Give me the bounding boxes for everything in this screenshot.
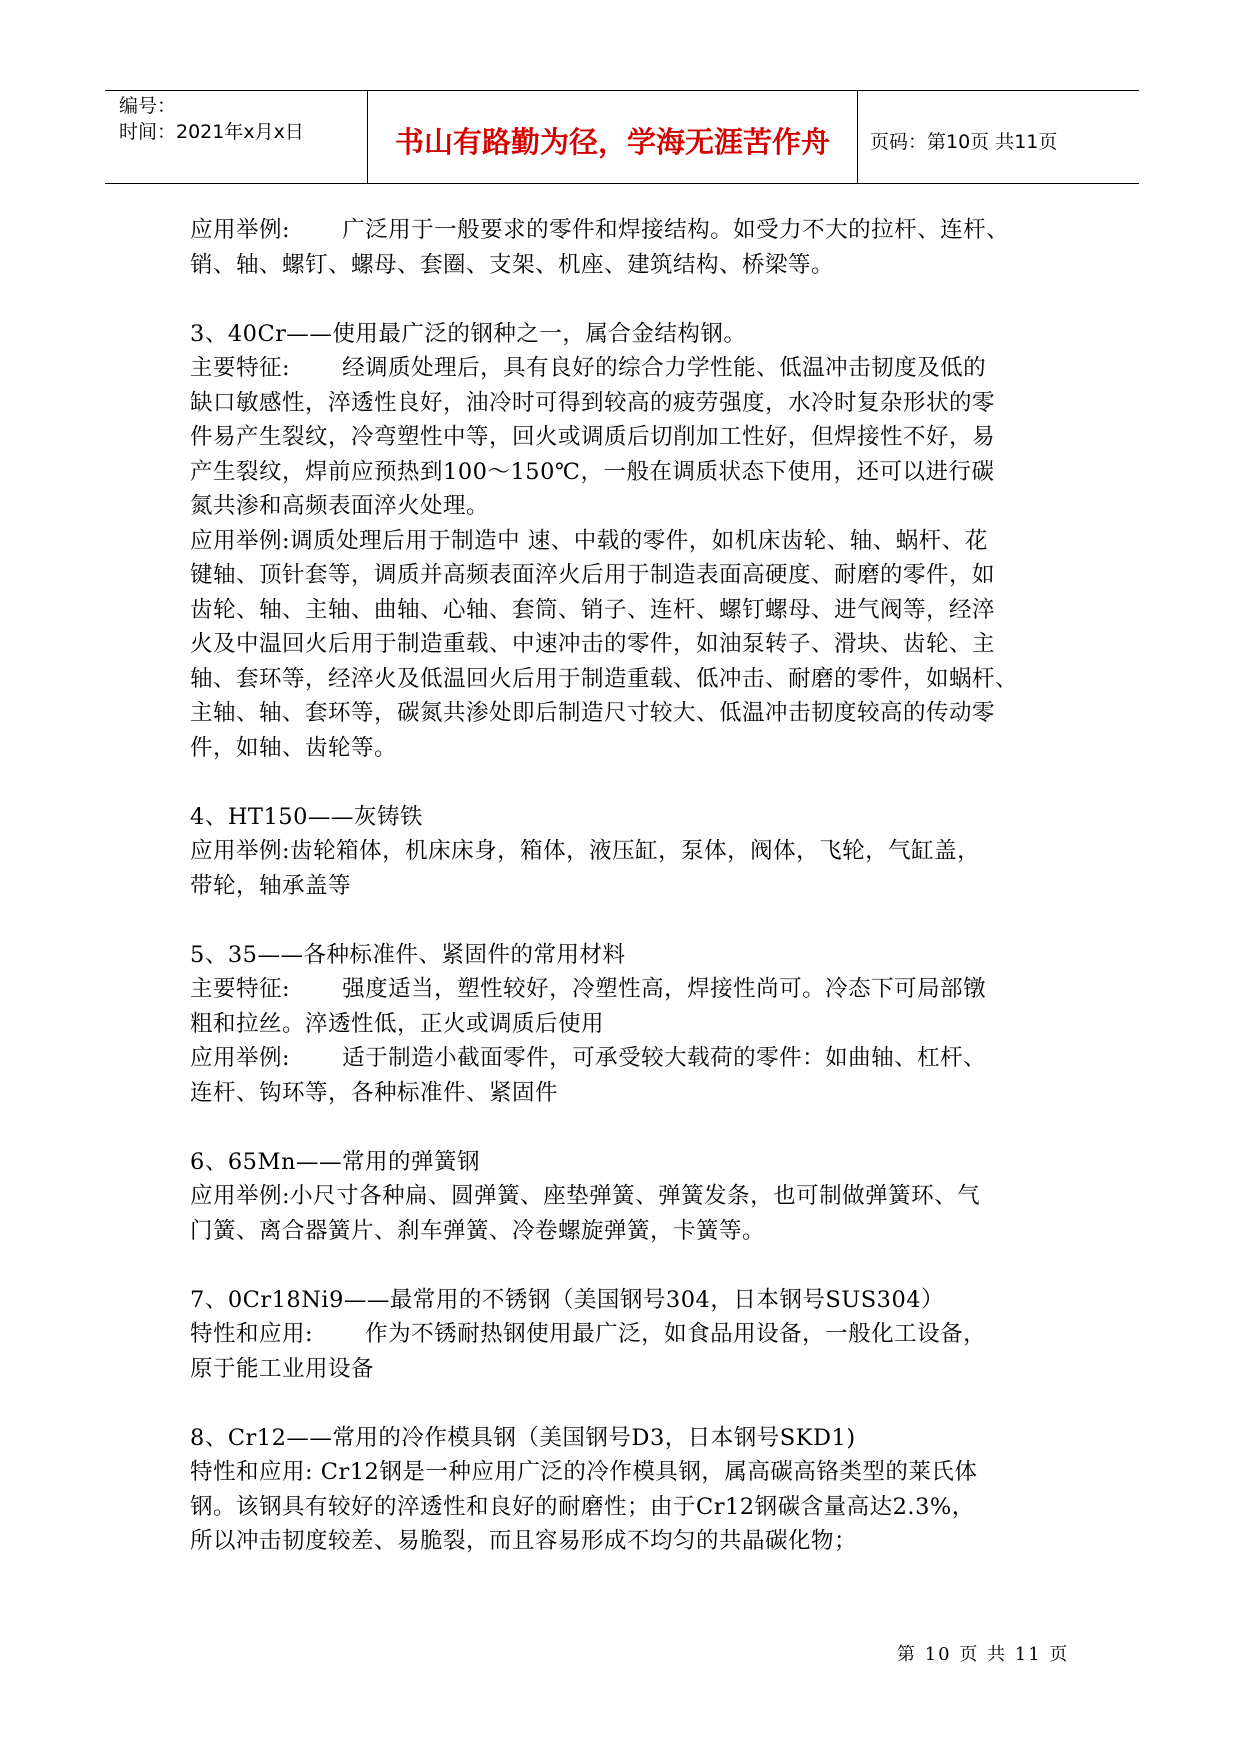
- property-label: 特性和应用:: [190, 1321, 314, 1347]
- paragraph-line: 钢。该钢具有较好的淬透性和良好的耐磨性；由于Cr12钢碳含量高达2.3%，: [190, 1493, 975, 1520]
- paragraph-text: 经调质处理后，具有良好的综合力学性能、低温冲击韧度及低的: [342, 355, 987, 381]
- application-label: 应用举例:: [190, 217, 291, 243]
- paragraph-line: 销、轴、螺钉、螺母、套圈、支架、机座、建筑结构、桥梁等。: [190, 251, 835, 278]
- paragraph-line: 键轴、顶针套等，调质并高频表面淬火后用于制造表面高硬度、耐磨的零件，如: [190, 562, 996, 588]
- paragraph-line: 应用举例:调质处理后用于制造中 速、中载的零件，如机床齿轮、轴、蜗杆、花: [190, 527, 988, 554]
- section-title-ht150: 4、HT150——灰铸铁: [190, 803, 423, 830]
- paragraph-line: [190, 1041, 1070, 1076]
- paragraph-text: 广泛用于一般要求的零件和焊接结构。如受力不大的拉杆、连杆、: [342, 217, 1010, 243]
- paragraph-line: 轴、套环等，经淬火及低温回火后用于制造重载、低冲击、耐磨的零件，如蜗杆、: [190, 665, 1019, 692]
- paragraph-line: 所以冲击韧度较差、易脆裂，而且容易形成不均匀的共晶碳化物；: [190, 1528, 858, 1554]
- section-title-35: 5、35——各种标准件、紧固件的常用材料: [190, 941, 626, 968]
- paragraph-line: 主轴、轴、套环等，碳氮共渗处即后制造尺寸较大、低温冲击韧度较高的传动零: [190, 700, 996, 726]
- paragraph-line: 应用举例:小尺寸各种扁、圆弹簧、座垫弹簧、弹簧发条，也可制做弹簧环、气: [190, 1183, 981, 1209]
- paragraph-line: 门簧、离合器簧片、刹车弹簧、冷卷螺旋弹簧，卡簧等。: [190, 1217, 766, 1244]
- section-title-65mn: 6、65Mn——常用的弹簧钢: [190, 1148, 480, 1175]
- section-title-0cr18ni9: 7、0Cr18Ni9——最常用的不锈钢（美国钢号304，日本钢号SUS304）: [190, 1286, 945, 1313]
- paragraph-line: [190, 213, 1070, 248]
- header-motto: 书山有路勤为径，学海无涯苦作舟: [368, 91, 858, 183]
- section-title-cr12: 8、Cr12——常用的冷作模具钢（美国钢号D3，日本钢号SKD1): [190, 1424, 856, 1451]
- page-header: [105, 90, 1139, 184]
- paragraph-line: 产生裂纹，焊前应预热到100～150℃，一般在调质状态下使用，还可以进行碳: [190, 458, 995, 485]
- paragraph-line: [190, 972, 1070, 1007]
- paragraph-line: 火及中温回火后用于制造重载、中速冲击的零件，如油泵转子、滑块、齿轮、主: [190, 631, 996, 657]
- page-footer: 第 10 页 共 11 页: [897, 1644, 1070, 1665]
- paragraph-line: 带轮，轴承盖等: [190, 872, 352, 899]
- number-label: 编号：: [119, 95, 177, 117]
- paragraph-line: 缺口敏感性，淬透性良好，油冷时可得到较高的疲劳强度，水冷时复杂形状的零: [190, 389, 996, 416]
- feature-label: 主要特征:: [190, 976, 291, 1002]
- paragraph-line: 原于能工业用设备: [190, 1355, 375, 1382]
- paragraph-line: 件，如轴、齿轮等。: [190, 734, 398, 761]
- application-label: 应用举例:: [190, 1045, 291, 1071]
- paragraph-line: 齿轮、轴、主轴、曲轴、心轴、套筒、销子、连杆、螺钉螺母、进气阀等，经淬: [190, 596, 996, 623]
- paragraph-line: 件易产生裂纹，冷弯塑性中等，回火或调质后切削加工性好，但焊接性不好，易: [190, 424, 996, 450]
- time-label: 时间：2021年x月x日: [119, 121, 304, 143]
- section-title-40cr: 3、40Cr——使用最广泛的钢种之一，属合金结构钢。: [190, 320, 747, 347]
- paragraph-line: 应用举例:齿轮箱体，机床床身，箱体，液压缸，泵体，阀体，飞轮，气缸盖，: [190, 838, 981, 864]
- paragraph-text: 适于制造小截面零件，可承受较大载荷的零件：如曲轴、杠杆、: [342, 1045, 987, 1071]
- paragraph-line: [190, 351, 1070, 386]
- paragraph-line: 粗和拉丝。淬透性低，正火或调质后使用: [190, 1010, 605, 1037]
- document-body: [190, 213, 1070, 1559]
- paragraph-text: 强度适当，塑性较好，冷塑性高，焊接性尚可。冷态下可局部镦: [342, 976, 987, 1002]
- header-meta: [105, 91, 368, 183]
- header-page-info: 页码：第10页 共11页: [870, 130, 1058, 153]
- paragraph-line: 连杆、钩环等，各种标准件、紧固件: [190, 1079, 559, 1106]
- feature-label: 主要特征:: [190, 355, 291, 381]
- paragraph-line: 氮共渗和高频表面淬火处理。: [190, 493, 490, 519]
- paragraph-line: [190, 1317, 1070, 1352]
- paragraph-line: 特性和应用: Cr12钢是一种应用广泛的冷作模具钢，属高碳高铬类型的莱氏体: [190, 1459, 978, 1485]
- paragraph-text: 作为不锈耐热钢使用最广泛，如食品用设备，一般化工设备，: [365, 1321, 987, 1347]
